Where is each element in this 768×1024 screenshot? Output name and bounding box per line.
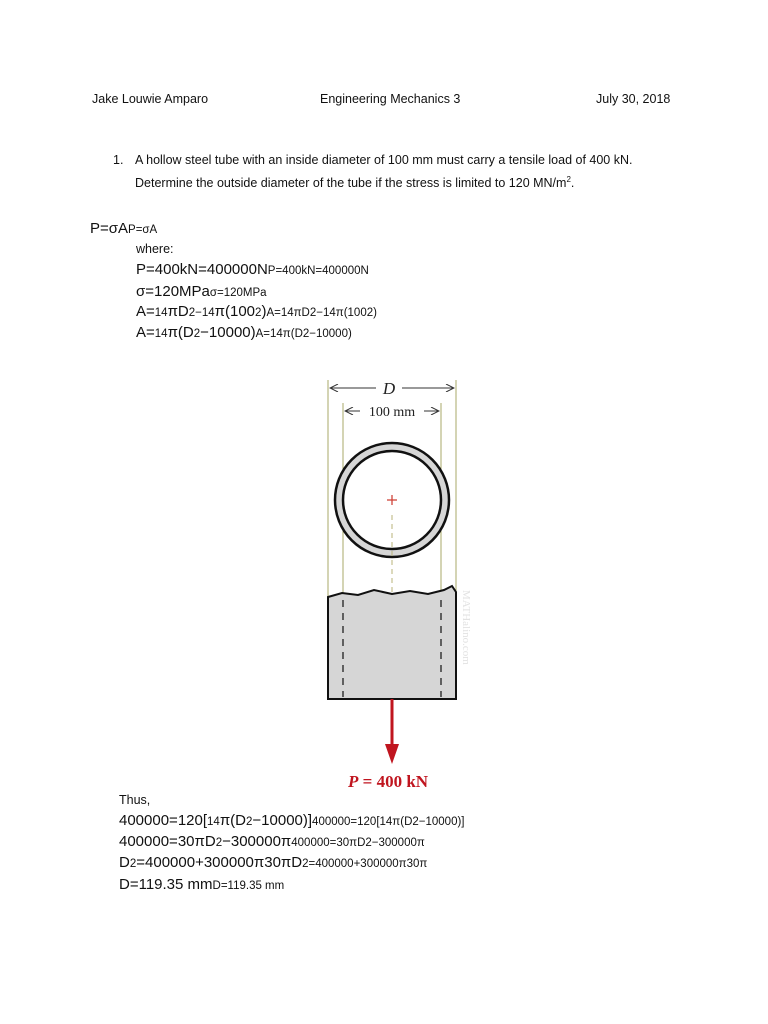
step-1-part: 400000=120[ [119,812,208,829]
step-3-part: 2 [129,858,137,870]
area-1-part: πD [167,303,189,320]
step-1-part: −10000)] [252,812,313,829]
given-load-plain: P=400kN=400000N [267,265,369,277]
watermark: MATHalino.com [460,590,472,665]
load-arrow-head [385,744,399,764]
area-1-part: A= [136,303,155,320]
load-symbol: P [348,772,359,791]
step-3-plain: 2=400000+300000π30π [302,858,428,870]
problem-text-line-2-main: Determine the outside diameter of the tube if the stress is limited to 120 MN/m [135,176,567,191]
area-2-part: 14 [154,328,168,340]
problem-text-line-1: A hollow steel tube with an inside diameter of 100 mm must carry a tensile load of 400 kN. [135,153,633,167]
step-3-part: D [119,854,130,871]
step-2-part: −300000π [222,833,292,850]
given-stress-plain: σ=120MPa [209,287,267,299]
tube-body [328,586,456,699]
step-1-plain: 400000=120[14π(D2−10000)] [312,816,465,828]
formula-plain: P=σA [128,224,158,236]
area-1-part: ) [261,303,267,320]
inner-diameter-label: 100 mm [368,405,416,420]
area-1-part: 2 [255,307,262,319]
where-label: where: [136,242,174,256]
step-3-part: =400000+300000π30πD [136,854,303,871]
step-2-part: 400000=30πD [119,833,216,850]
solution-step-2 [119,832,425,853]
period: . [570,176,575,191]
formula-rendered: P=σA [90,220,129,237]
solution-result [119,875,284,896]
solution-step-3 [119,853,427,874]
result-plain: D=119.35 mm [212,880,285,892]
superscript-two: 2 [566,175,571,184]
step-2-part: 2 [215,837,223,849]
given-stress-rendered: σ=120MPa [136,283,210,300]
result-rendered: D=119.35 mm [119,876,213,893]
area-1-part: 2−14 [188,307,215,319]
area-1-part: 14 [154,307,168,319]
area-2-part: 2 [193,328,201,340]
course-title: Engineering Mechanics 3 [320,92,461,106]
document-date: July 30, 2018 [596,92,671,106]
area-2-part: π(D [167,324,194,341]
area-2-part: −10000) [200,324,256,341]
area-1-plain: A=14πD2−14π(1002) [266,307,377,319]
step-2-plain: 400000=30πD2−300000π [291,837,425,849]
solution-step-1 [119,811,465,832]
step-1-part: π(D [219,812,246,829]
area-2-plain: A=14π(D2−10000) [255,328,352,340]
step-1-part: 2 [246,816,253,828]
outer-diameter-label: D [382,379,396,398]
given-load-rendered: P=400kN=400000N [136,261,268,278]
area-2-part: A= [136,324,155,341]
area-1-part: π(100 [214,303,256,320]
problem-number: 1. [113,153,124,167]
load-label [348,772,428,792]
step-1-part: 14 [207,816,220,828]
load-value: = 400 kN [362,772,429,791]
thus-label: Thus, [119,793,151,807]
author-name: Jake Louwie Amparo [92,92,209,106]
